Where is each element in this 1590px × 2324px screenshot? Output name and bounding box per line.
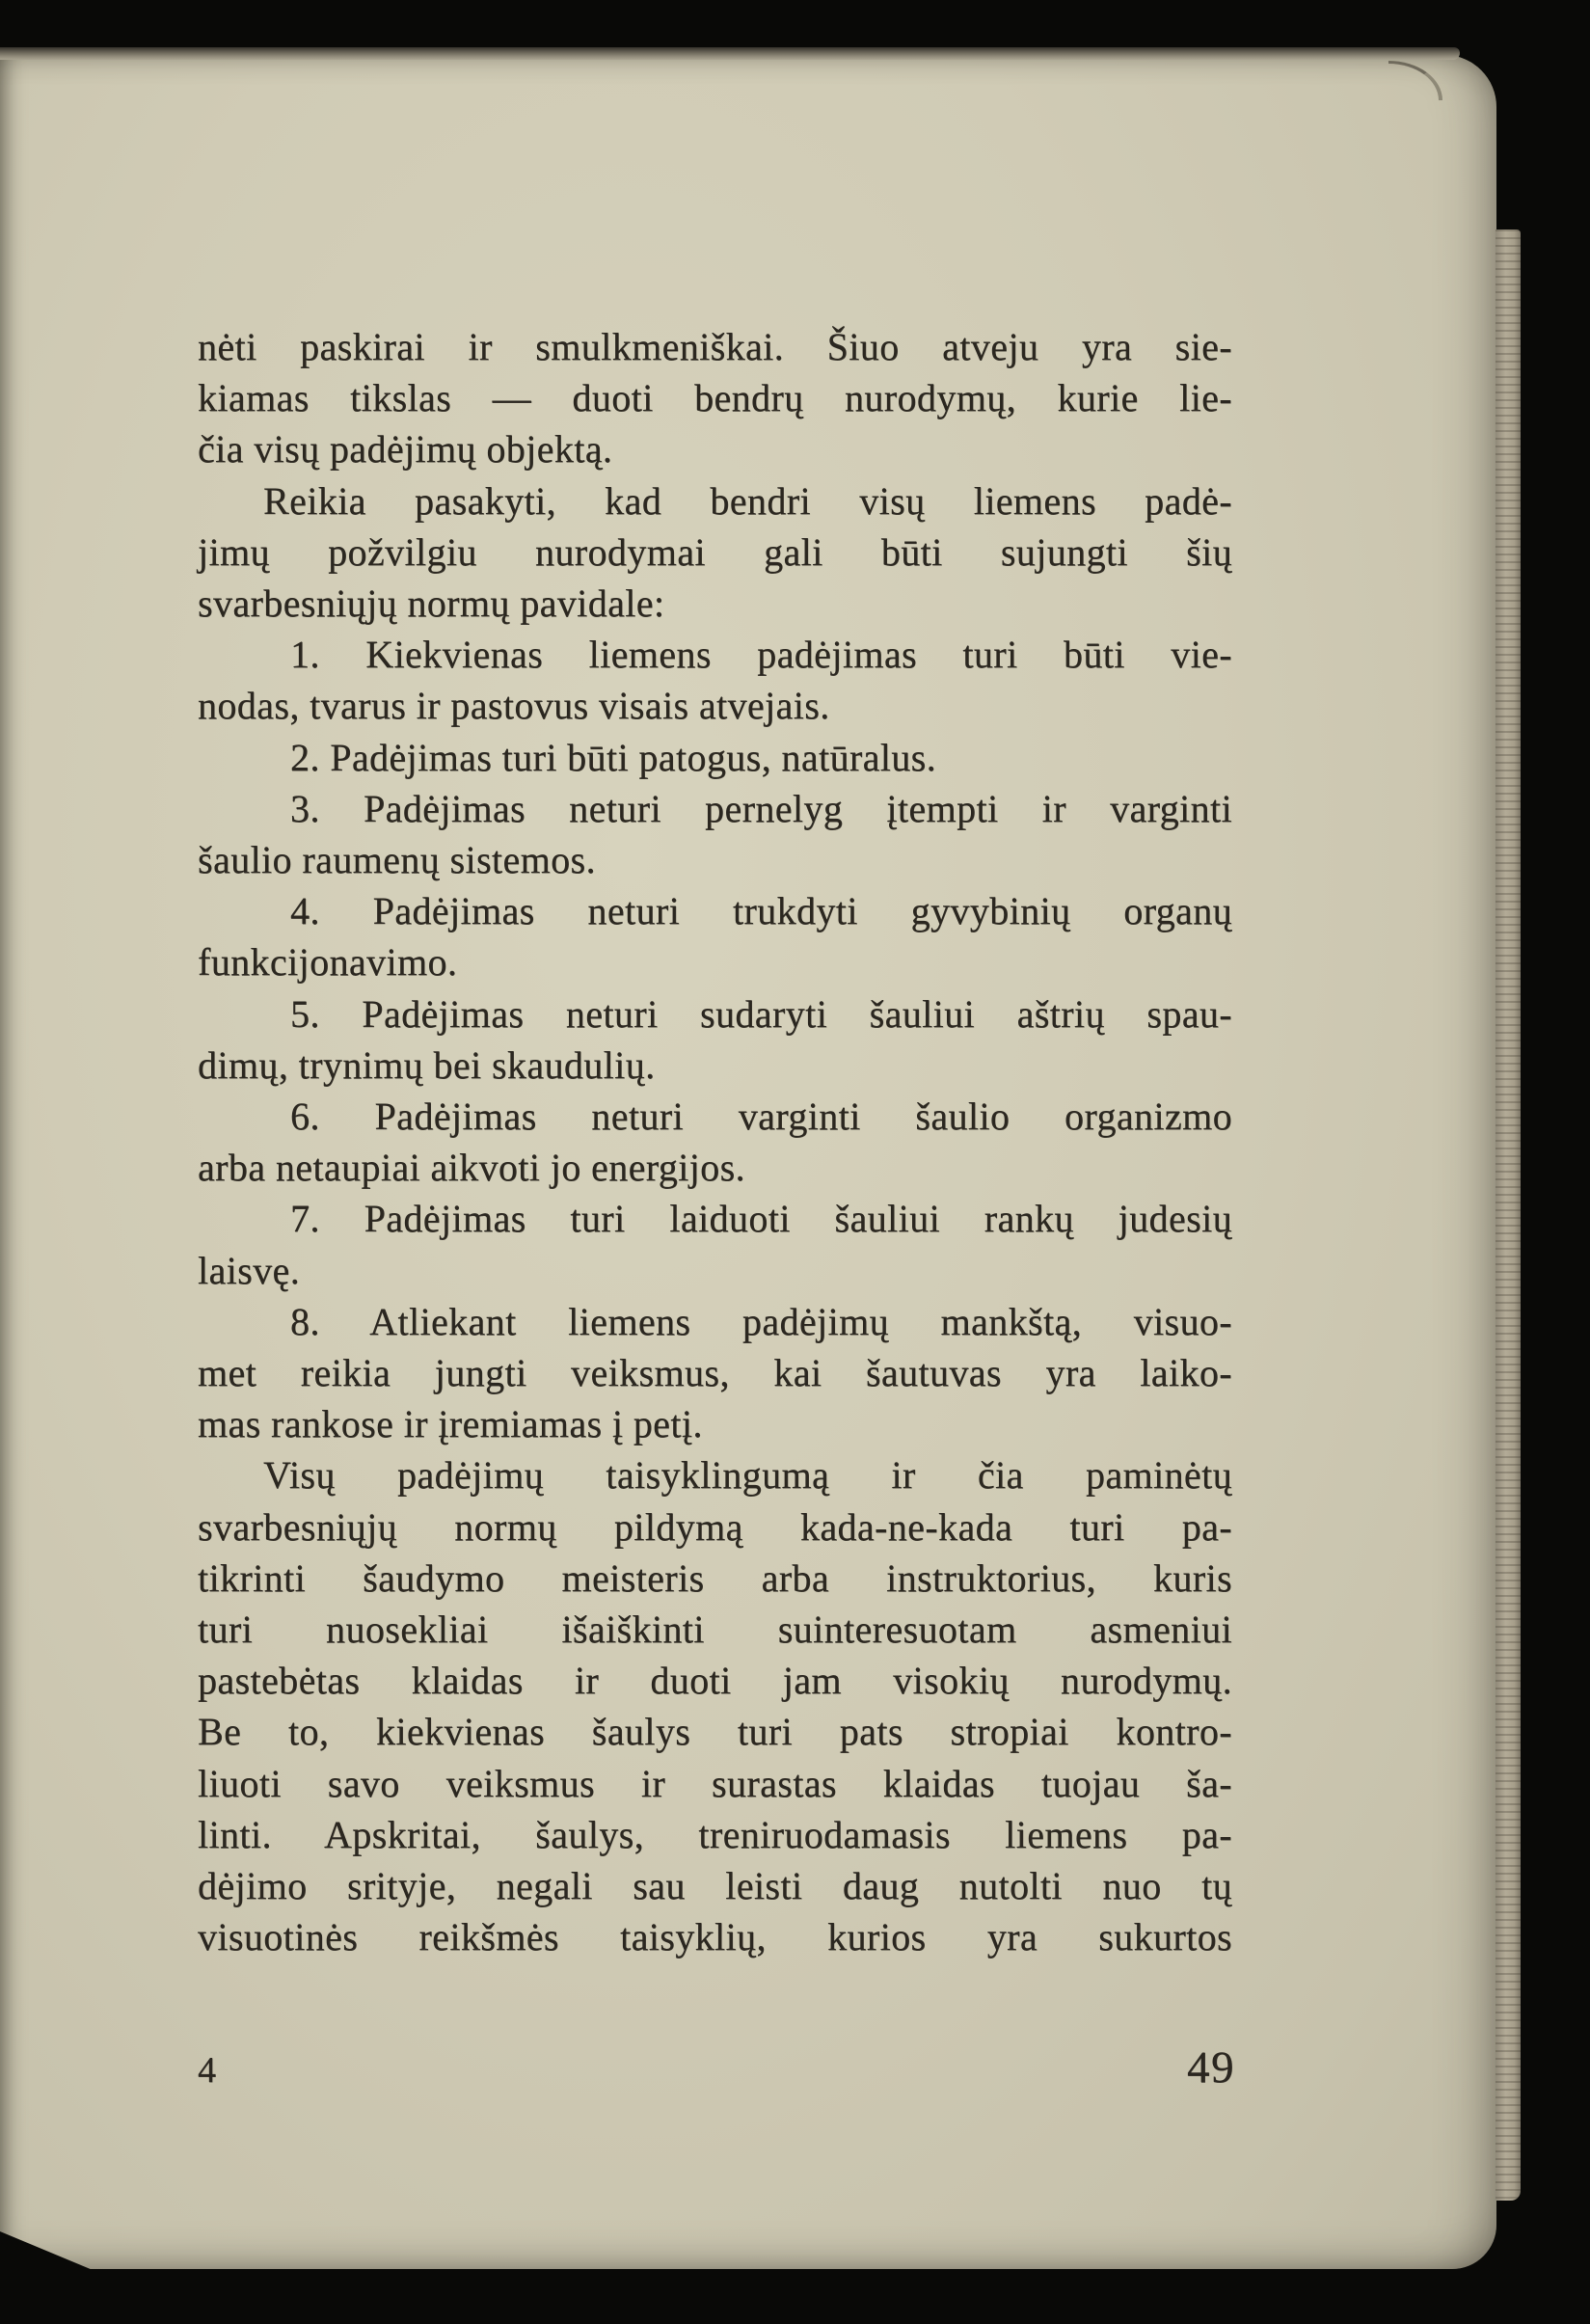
text-line: šaulio raumenų sistemos. [198,838,596,882]
text-line: Visų padėjimų taisyklingumą ir čia paminėtų [263,1453,1232,1498]
text-line: turi nuosekliai išaiškinti suinteresuotam asmeniui [198,1608,1232,1652]
text-line: nodas, tvarus ir pastovus visais atvejais. [198,684,830,728]
text-line: 2. Padėjimas turi būti patogus, natūralus. [290,735,937,779]
text-line: 7. Padėjimas turi laiduoti šauliui rankų judesių [290,1197,1232,1241]
page-footer [198,2041,1235,2094]
text-line: liuoti savo veiksmus ir surastas klaidas tuojau ša- [198,1761,1232,1805]
text-line: jimų požvilgiu nurodymai gali būti sujungti šių [198,529,1232,574]
text-line: 3. Padėjimas neturi pernelyg įtempti ir varginti [290,786,1232,830]
text-line: funkcijonavimo. [198,940,458,985]
text-line: dėjimo srityje, negali sau leisti daug nutolti nuo tų [198,1864,1232,1908]
text-line: Reikia pasakyti, kad bendri visų liemens padė- [263,478,1232,523]
text-line: svarbesniųjų normų pavidale: [198,581,665,626]
text-line: laisvę. [198,1248,301,1292]
text-line: Be to, kiekvienas šaulys turi pats stropiai kontro- [198,1710,1232,1754]
text-line: met reikia jungti veiksmus, kai šautuvas yra laiko- [198,1351,1232,1395]
text-line: pastebėtas klaidas ir duoti jam visokių nurodymų. [198,1659,1232,1703]
text-block [198,321,1232,1963]
text-line: 1. Kiekvienas liemens padėjimas turi būti vie- [290,633,1232,677]
text-line: 4. Padėjimas neturi trukdyti gyvybinių organų [290,889,1232,933]
page-number: 49 [1187,2042,1235,2093]
text-line: 5. Padėjimas neturi sudaryti šauliui aštrių spau- [290,991,1232,1036]
text-line: dimų, trynimų bei skaudulių. [198,1042,656,1087]
text-line: čia visų padėjimų objektą. [198,427,613,472]
text-line: nėti paskirai ir smulkmeniškai. Šiuo atveju yra sie- [198,325,1232,368]
signature-mark: 4 [198,2050,216,2091]
text-line: visuotinės reikšmės taisyklių, kurios yra sukurtos [198,1915,1232,1959]
text-line: linti. Apskritai, šaulys, treniruodamasis liemens pa- [198,1812,1232,1856]
text-line: 8. Atliekant liemens padėjimų mankštą, visuo- [290,1299,1232,1343]
book-page [0,55,1496,2269]
text-line: tikrinti šaudymo meisteris arba instruktorius, kuris [198,1555,1232,1600]
page-stack-edge [1496,230,1521,2201]
page-top-edge [0,47,1460,60]
text-line: 6. Padėjimas neturi varginti šaulio organizmo [290,1094,1232,1139]
text-line: arba netaupiai aikvoti jo energijos. [198,1146,745,1190]
text-line: kiamas tikslas — duoti bendrų nurodymų, kurie lie- [198,376,1232,420]
bottom-left-corner-cut [0,2231,93,2270]
text-line: mas rankose ir įremiamas į petį. [198,1402,703,1446]
text-line: svarbesniųjų normų pildymą kada-ne-kada turi pa- [198,1504,1232,1549]
